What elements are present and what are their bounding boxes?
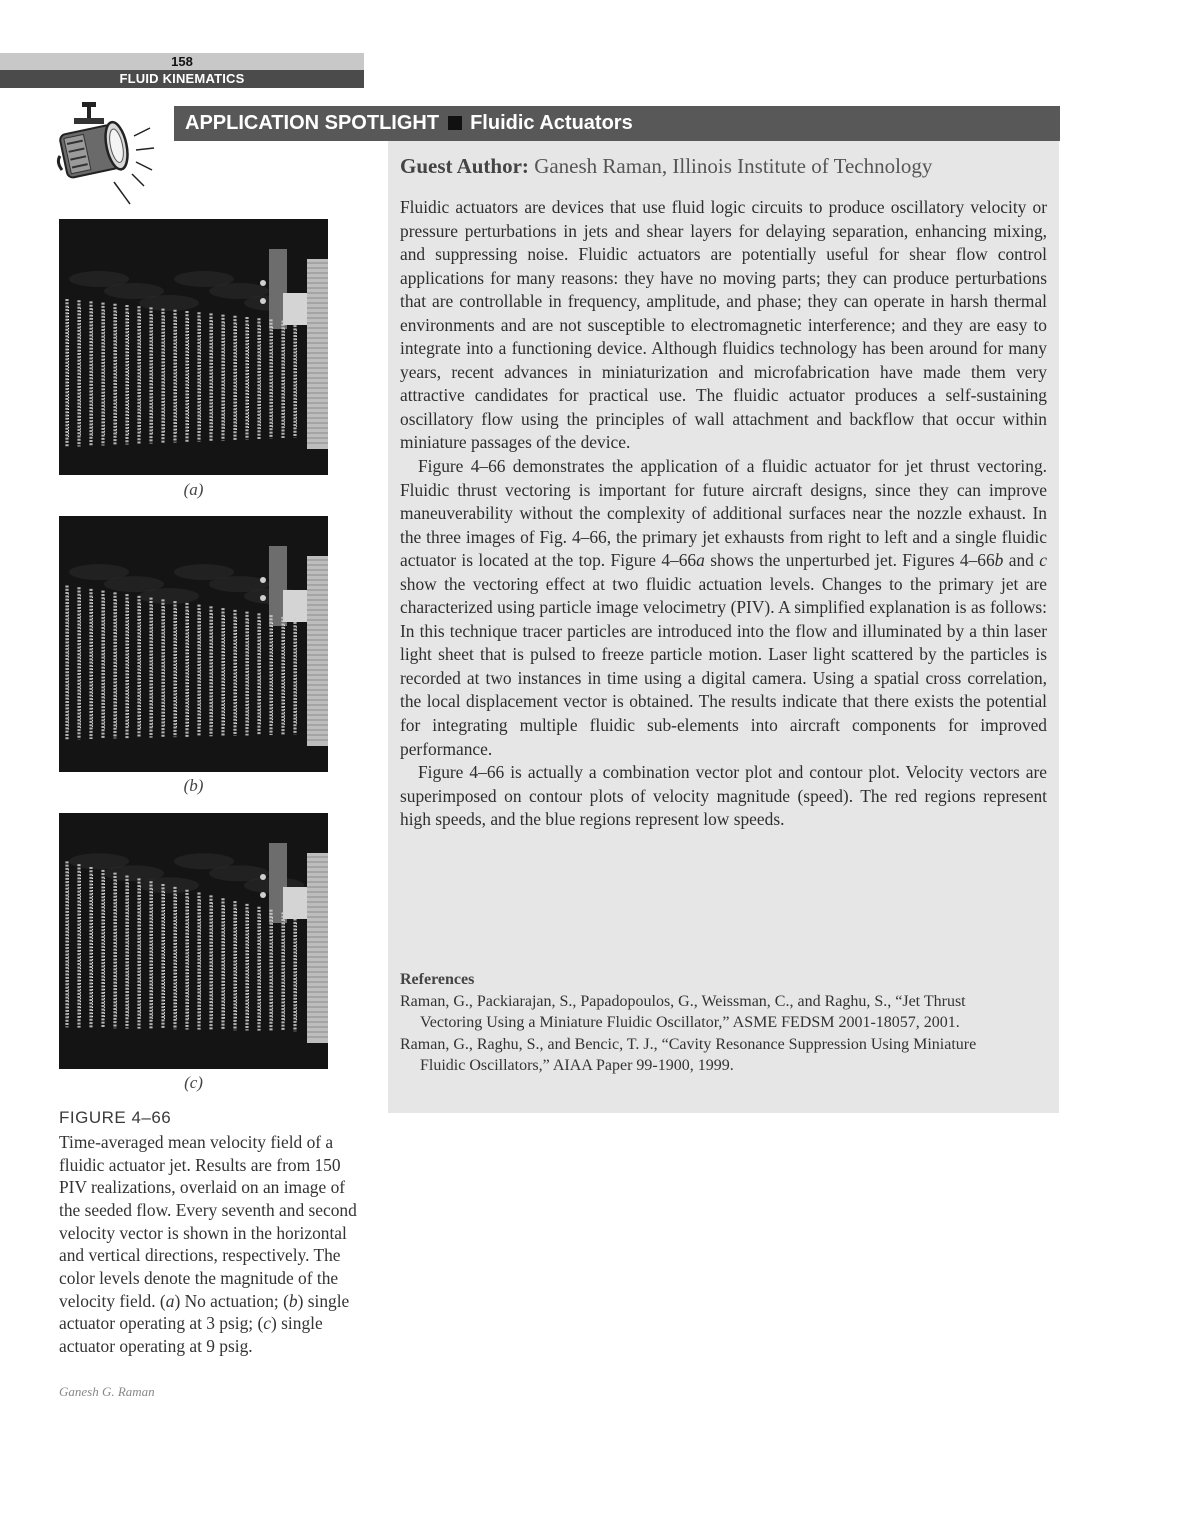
- reference-item: Raman, G., Packiarajan, S., Papadopoulos, G., Weissman, C., and Raghu, S., “Jet Thrust Vectoring Using a Miniature Fluidic Oscillator,” ASME FEDSM 2001-18057, 2001.: [400, 992, 966, 1031]
- reference-item: Raman, G., Raghu, S., and Bencic, T. J., “Cavity Resonance Suppression Using Miniature Fluidic Oscillators,” AIAA Paper 99-1900, 1999.: [400, 1035, 977, 1074]
- sublabel-a: (a): [183, 480, 204, 499]
- guest-author-line: [400, 154, 1050, 179]
- figure-credit: Ganesh G. Raman: [59, 1384, 155, 1399]
- sublabel-b: (b): [183, 776, 204, 795]
- page-number: 158: [0, 53, 364, 70]
- article-body: [400, 196, 1047, 832]
- figure-caption: Time-averaged mean velocity field of a fluidic actuator jet. Results are from 150 PIV realizations, overlaid on an image of the seeded flow. Every seventh and second velocity vector is shown in the horizontal and vertical directions, respectively. The color levels denote the magnitude of the velocity field. (a) No actuation; (b) single actuator operating at 3 psig; (c) single actuator operating at 9 psig.: [59, 1132, 357, 1356]
- sublabel-c: (c): [184, 1073, 203, 1092]
- references-heading: References: [400, 971, 475, 988]
- guest-author-name: Ganesh Raman, Illinois Institute of Technology: [534, 154, 933, 178]
- spotlight-label: APPLICATION SPOTLIGHT: [185, 112, 440, 134]
- piv-image-b: [59, 516, 328, 772]
- spotlight-title: Fluidic Actuators: [470, 112, 633, 134]
- running-header: [0, 53, 364, 88]
- square-separator-icon: [448, 116, 462, 130]
- chapter-title: FLUID KINEMATICS: [0, 70, 364, 88]
- figure-title: FIGURE 4–66: [59, 1108, 172, 1127]
- references: [400, 969, 1020, 1077]
- spotlight-icon: [52, 100, 162, 208]
- paragraph-2: Figure 4–66 demonstrates the application of a fluidic actuator for jet thrust vectoring. Fluidic thrust vectoring is important for future aircraft designs, since they can improve maneuverability without the complexity of additional surfaces near the nozzle exhaust. In the three images of Fig. 4–66, the primary jet exhausts from right to left and a single fluidic actuator is located at the top. Figure 4–66a shows the unperturbed jet. Figures 4–66b and c show the vectoring effect at two fluidic actuation levels. Changes to the primary jet are characterized using particle image velocimetry (PIV). A simplified explanation is as follows: In this technique tracer particles are introduced into the flow and illuminated by a thin laser light sheet that is pulsed to freeze particle motion. Laser light scattered by the particles is recorded at two instances in time using a digital camera. Using a spatial cross correlation, the local displacement vector is obtained. The results indicate that there exists the potential for integrating multiple fluidic sub-elements into aircraft components for improved performance.: [400, 456, 1047, 759]
- guest-author-label: Guest Author:: [400, 154, 529, 178]
- paragraph-3: Figure 4–66 is actually a combination vector plot and contour plot. Velocity vectors are superimposed on contour plots of velocity magnitude (speed). The red regions represent high speeds, and the blue regions represent low speeds.: [400, 762, 1047, 830]
- spotlight-title-bar: [174, 106, 1060, 141]
- piv-image-c: [59, 813, 328, 1069]
- piv-image-a: [59, 219, 328, 475]
- paragraph-1: Fluidic actuators are devices that use fluid logic circuits to produce oscillatory velocity or pressure perturbations in jets and shear layers for delaying separation, enhancing mixing, and suppressing noise. Fluidic actuators are potentially useful for shear flow control applications for many reasons: they have no moving parts; they can produce perturbations that are controllable in frequency, amplitude, and phase; they can operate in harsh thermal environments and are not susceptible to electromagnetic interference; and they are easy to integrate into a functioning device. Although fluidics technology has been around for many years, recent advances in miniaturization and microfabrication have made them very attractive candidates for practical use. The fluidic actuator produces a self-sustaining oscillatory flow using the principles of wall attachment and backflow that occur within miniature passages of the device.: [400, 197, 1047, 453]
